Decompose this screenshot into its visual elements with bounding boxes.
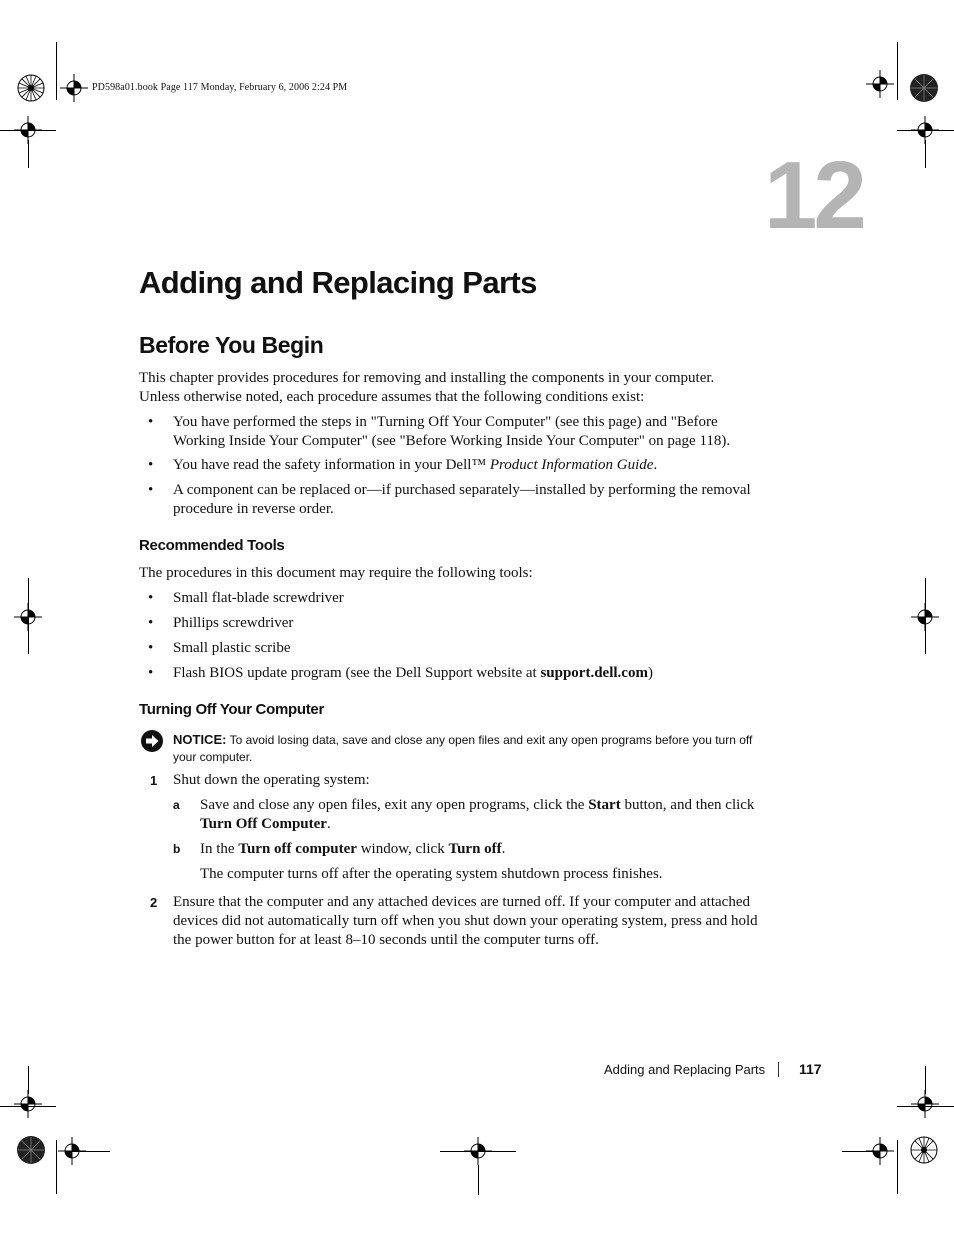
crosshair-icon <box>14 1090 42 1118</box>
turn-off-computer-label: Turn Off Computer <box>200 816 327 832</box>
notice-arrow-icon <box>140 729 164 753</box>
substep-text-part: window, click <box>356 841 449 857</box>
tools-intro: The procedures in this document may require the following tools: <box>139 565 533 581</box>
support-link[interactable]: support.dell.com <box>540 665 648 681</box>
substep-text-part: Save and close any open files, exit any open programs, click the <box>200 797 589 813</box>
chapter-title: Adding and Replacing Parts <box>139 265 537 300</box>
step-number: 2 <box>150 895 158 910</box>
list-item-line: A component can be replaced or—if purchased separately—installed by performing the removal <box>173 482 751 498</box>
intro-paragraph <box>139 369 789 407</box>
list-item <box>173 456 793 475</box>
bullet-marker: • <box>148 665 154 681</box>
registration-target-icon <box>908 1134 940 1166</box>
section-title: Before You Begin <box>139 332 324 358</box>
substep-text <box>200 796 790 834</box>
crosshair-icon <box>866 70 894 98</box>
list-item <box>173 664 793 683</box>
subsection-title: Turning Off Your Computer <box>139 701 324 718</box>
window-name-label: Turn off computer <box>238 841 357 857</box>
bullet-marker: • <box>148 615 154 631</box>
guide-title: Product Information Guide <box>489 457 654 473</box>
turn-off-label: Turn off <box>448 841 502 857</box>
step-text-line: devices did not automatically turn off when you shut down your operating system, press and hold <box>173 913 758 929</box>
registration-target-icon <box>15 1134 47 1166</box>
list-item: Small flat-blade screwdriver <box>173 590 344 606</box>
start-button-label: Start <box>588 797 621 813</box>
step-text-line: the power button for at least 8–10 seconds until the computer turns off. <box>173 932 599 948</box>
list-item-line: You have performed the steps in "Turning Off Your Computer" (see this page) and "Before <box>173 414 718 430</box>
bullet-marker: • <box>148 640 154 656</box>
list-item: Phillips screwdriver <box>173 615 294 631</box>
list-item-text: ) <box>647 665 653 681</box>
notice-text: your computer. <box>173 750 253 764</box>
step-number: 1 <box>150 773 158 788</box>
substep-text <box>200 840 790 859</box>
registration-target-icon <box>908 72 940 104</box>
substep-letter: a <box>173 798 180 812</box>
registration-target-icon <box>15 72 47 104</box>
substep-letter: b <box>173 842 181 856</box>
print-header: PD598a01.book Page 117 Monday, February 6, 2006 2:24 PM <box>92 82 348 93</box>
notice-text: To avoid losing data, save and close any open files and exit any open programs before you turn off <box>226 733 753 747</box>
footer-divider <box>778 1062 779 1077</box>
substep-text-part: . <box>326 816 331 832</box>
list-item-text: You have read the safety information in your Dell™ <box>173 457 490 473</box>
intro-line: This chapter provides procedures for removing and installing the components in your computer. <box>139 370 715 386</box>
step-text <box>173 893 793 950</box>
substep-text-part: button, and then click <box>620 797 755 813</box>
list-item-line: procedure in reverse order. <box>173 501 334 517</box>
subsection-title: Recommended Tools <box>139 537 285 554</box>
list-item-text: . <box>653 457 658 473</box>
notice-block <box>173 731 793 766</box>
list-item: Small plastic scribe <box>173 640 291 656</box>
substep-note: The computer turns off after the operating system shutdown process finishes. <box>200 866 663 882</box>
bullet-marker: • <box>148 414 154 430</box>
bullet-marker: • <box>148 590 154 606</box>
bullet-marker: • <box>148 457 154 473</box>
chapter-number: 12 <box>764 142 863 249</box>
footer-chapter-label: Adding and Replacing Parts <box>604 1062 766 1077</box>
list-item-line: Working Inside Your Computer" (see "Before Working Inside Your Computer" on page 118). <box>173 433 731 449</box>
crosshair-icon <box>60 74 88 102</box>
bullet-marker: • <box>148 482 154 498</box>
list-item-text: Flash BIOS update program (see the Dell Support website at <box>173 665 541 681</box>
list-item <box>173 413 793 451</box>
notice-label: NOTICE: <box>173 732 227 747</box>
page-number: 117 <box>799 1061 822 1077</box>
step-text-line: Ensure that the computer and any attached devices are turned off. If your computer and attached <box>173 894 750 910</box>
substep-text-part: . <box>501 841 506 857</box>
crosshair-icon <box>911 1090 939 1118</box>
intro-line: Unless otherwise noted, each procedure assumes that the following conditions exist: <box>139 389 645 405</box>
step-text: Shut down the operating system: <box>173 772 370 788</box>
list-item <box>173 481 793 519</box>
substep-text-part: In the <box>200 841 239 857</box>
